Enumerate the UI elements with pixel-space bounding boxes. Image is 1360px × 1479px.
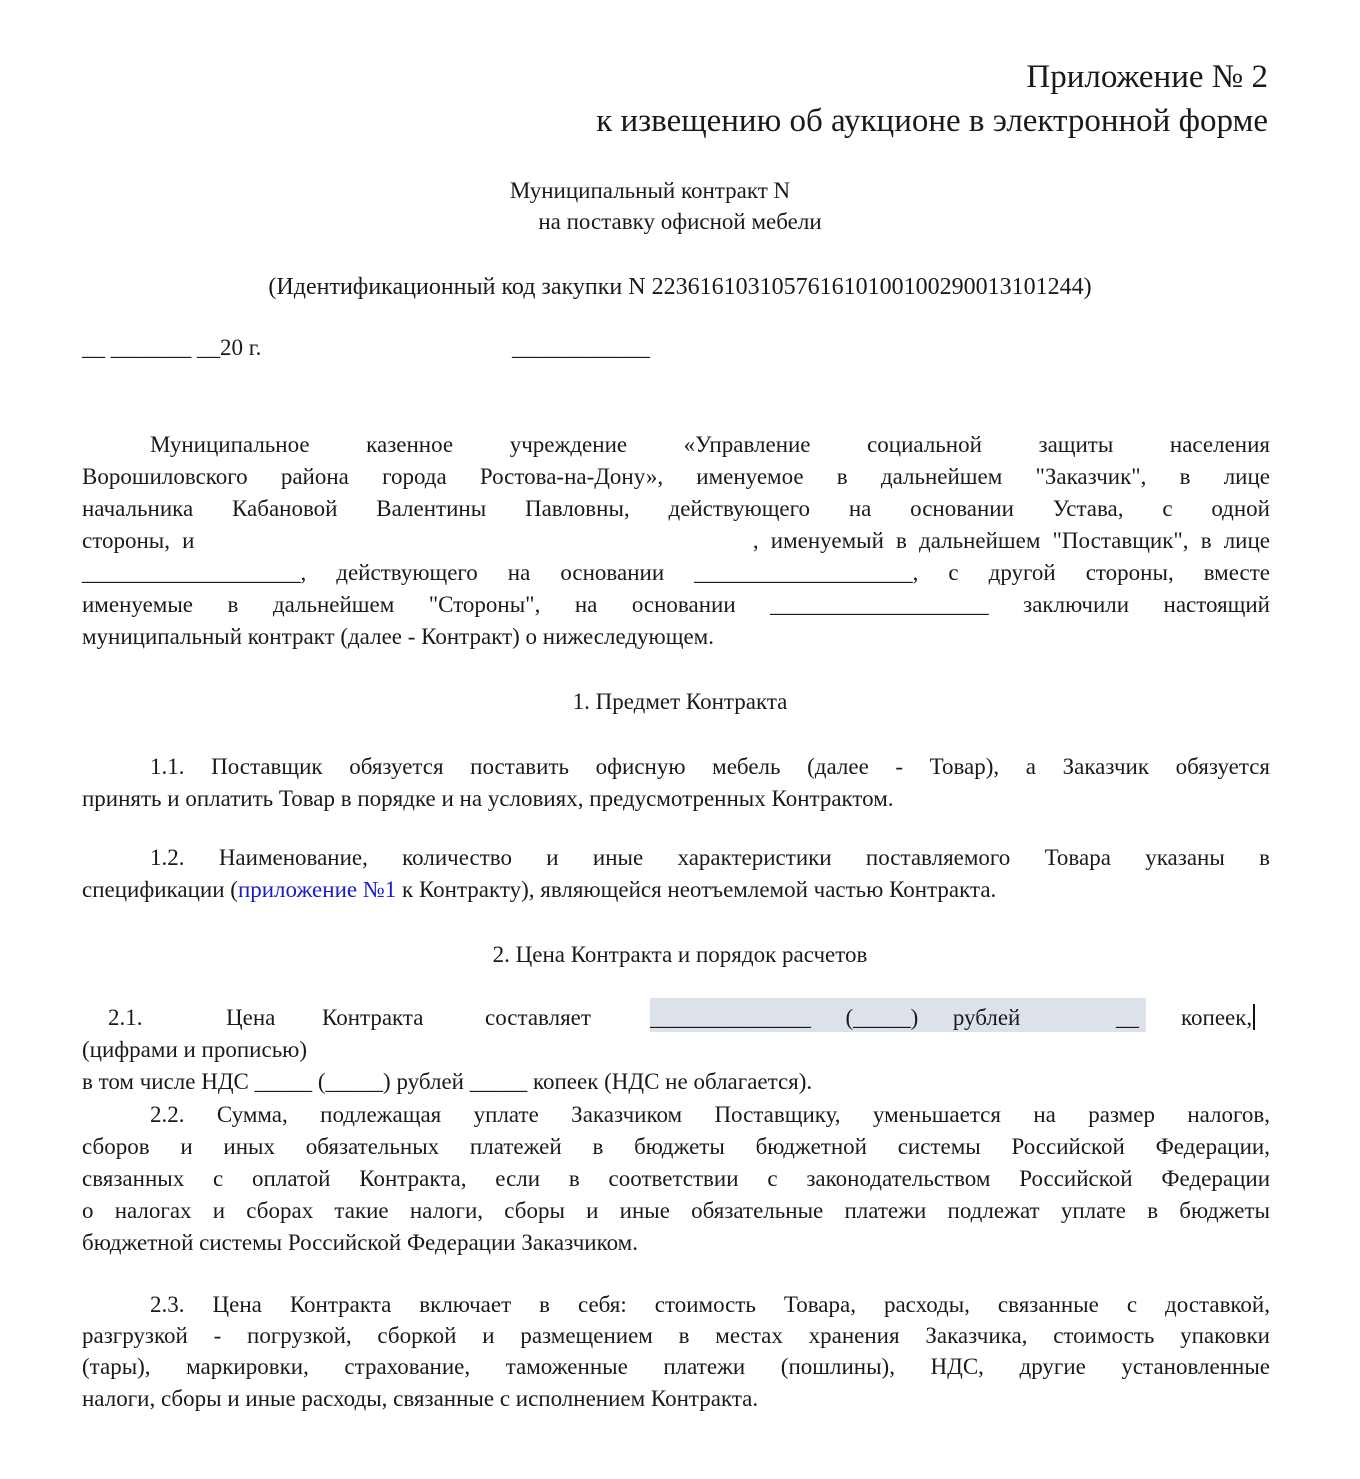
clause-number: 2.1. [108, 1005, 143, 1030]
place-placeholder: ____________ [512, 335, 650, 360]
preamble-line: ___________________, действующего на основании ___________________, с другой стороны, вместе [82, 560, 1270, 585]
price-amount-field[interactable]: ______________ (_____) рублей [650, 998, 1146, 1032]
appendix-number: Приложение № 2 [1026, 59, 1268, 95]
preamble-line: Муниципальное казенное учреждение «Управление социальной защиты населения [150, 432, 1270, 457]
paragraph-2-3-line: налоги, сборы и иные расходы, связанные с исполнением Контракта. [82, 1386, 759, 1411]
preamble-line: муниципальный контракт (далее - Контракт) о нижеследующем. [82, 624, 714, 649]
paragraph-1-1-line: 1.1. Поставщик обязуется поставить офисную мебель (далее - Товар), а Заказчик обязуется [150, 754, 1270, 779]
contract-subject: на поставку офисной мебели [538, 209, 822, 234]
paragraph-2-2-line: бюджетной системы Российской Федерации Заказчиком. [82, 1230, 638, 1255]
paragraph-2-2-line: 2.2. Сумма, подлежащая уплате Заказчиком Поставщику, уменьшается на размер налогов, [150, 1102, 1270, 1127]
paragraph-text: к Контракту), являющейся неотъемлемой частью Контракта. [396, 877, 997, 902]
price-note: (цифрами и прописью) [82, 1037, 308, 1062]
paragraph-2-3-line: 2.3. Цена Контракта включает в себя: стоимость Товара, расходы, связанные с доставкой, [150, 1292, 1270, 1317]
date-line [82, 334, 1270, 362]
paragraph-text: спецификации ( [82, 877, 238, 902]
price-word: Цена [226, 1005, 276, 1030]
kopeck-blank: __ [1116, 1005, 1139, 1030]
price-word: Контракта [322, 1005, 424, 1030]
preamble-line: стороны, и , именуемый в дальнейшем "Поставщик", в лице [82, 528, 1270, 553]
paragraph-2-3-line: (тары), маркировки, страхование, таможенные платежи (пошлины), НДС, другие установленные [82, 1354, 1270, 1379]
appendix-subtitle: к извещению об аукционе в электронной форме [596, 103, 1268, 139]
paragraph-2-3-line: разгрузкой - погрузкой, сборкой и размещением в местах хранения Заказчика, стоимость упаковки [82, 1323, 1270, 1348]
preamble-line: именуемые в дальнейшем "Стороны", на основании ___________________ заключили настоящий [82, 592, 1270, 617]
paragraph-2-2-line: о налогах и сборах такие налоги, сборы и иные обязательные платежи подлежат уплате в бюджеты [82, 1198, 1270, 1223]
price-kopeck-text: копеек, [1181, 1004, 1255, 1032]
date-placeholder: __ _______ __20 г. [82, 335, 262, 360]
purchase-code: (Идентификационный код закупки N 223616103105761610100100290013101244) [268, 274, 1092, 300]
paragraph-2-2-line: связанных с оплатой Контракта, если в соответствии с законодательством Российской Федерации [82, 1166, 1270, 1191]
vat-line: в том числе НДС _____ (_____) рублей _____ копеек (НДС не облагается). [82, 1069, 813, 1094]
section-heading: 1. Предмет Контракта [572, 689, 788, 714]
preamble-line: Ворошиловского района города Ростова-на-Дону», именуемое в дальнейшем "Заказчик", в лице [82, 464, 1270, 489]
paragraph-1-1-line: принять и оплатить Товар в порядке и на условиях, предусмотренных Контрактом. [82, 786, 894, 811]
paragraph-2-2-line: сборов и иных обязательных платежей в бюджеты бюджетной системы Российской Федерации, [82, 1134, 1270, 1159]
price-word: составляет [485, 1005, 591, 1030]
section-heading: 2. Цена Контракта и порядок расчетов [492, 942, 868, 967]
preamble-line: начальника Кабановой Валентины Павловны, действующего на основании Устава, с одной [82, 496, 1270, 521]
appendix-1-link[interactable]: приложение №1 [237, 877, 397, 902]
contract-title: Муниципальный контракт N [509, 178, 791, 203]
paragraph-1-2-line: 1.2. Наименование, количество и иные характеристики поставляемого Товара указаны в [150, 845, 1270, 870]
text-cursor [1253, 1004, 1255, 1030]
paragraph-1-2-line [82, 876, 996, 904]
